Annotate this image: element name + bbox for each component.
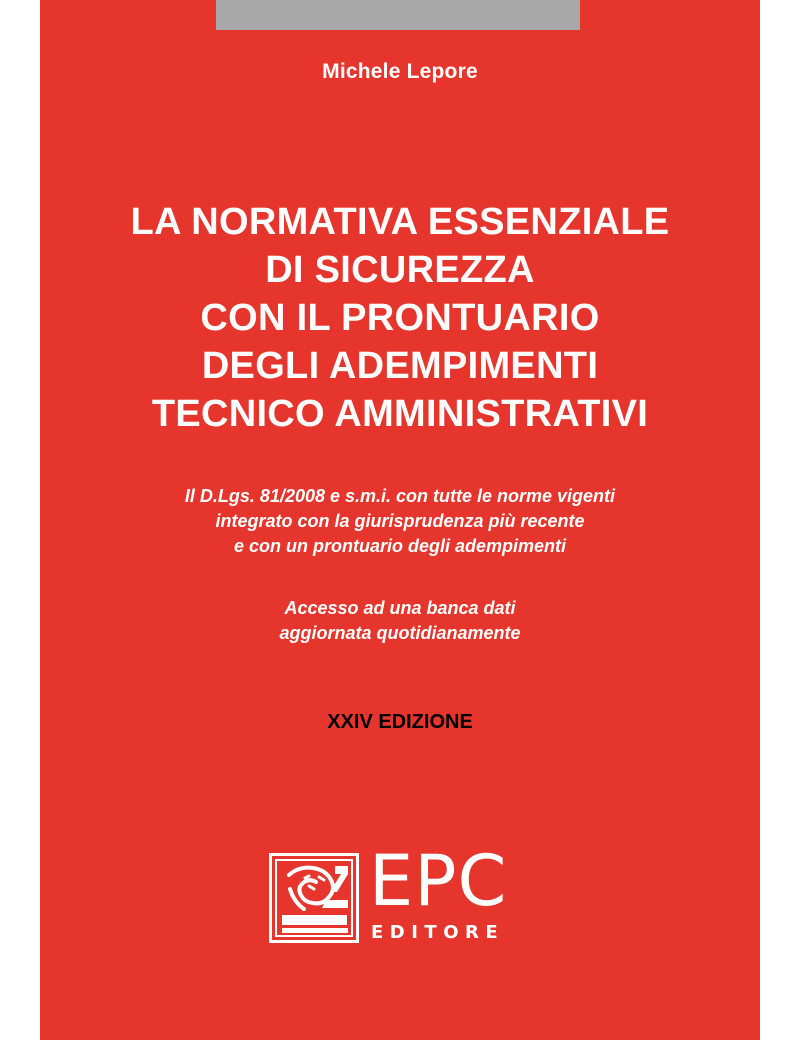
title-line: CON IL PRONTUARIO — [200, 297, 600, 339]
subtitle-line: Il D.Lgs. 81/2008 e s.m.i. con tutte le norme vigenti — [184, 486, 616, 506]
title-line: TECNICO AMMINISTRATIVI — [151, 393, 649, 435]
book-cover — [40, 0, 760, 1040]
publisher-subname: EDITORE — [371, 922, 505, 943]
publisher-logo — [269, 840, 531, 947]
subtitle-line: e con un prontuario degli adempimenti — [233, 536, 567, 556]
title-line: DI SICUREZZA — [265, 249, 535, 291]
author-name: Michele Lepore — [322, 60, 478, 83]
epc-lion-emblem-icon — [269, 853, 359, 943]
top-grey-band — [216, 0, 580, 30]
subtitle-line: integrato con la giurisprudenza più recente — [215, 511, 585, 531]
database-line: aggiornata quotidianamente — [279, 623, 521, 643]
edition-label: XXIV EDIZIONE — [327, 711, 473, 733]
database-access-note — [40, 596, 760, 646]
title-line: DEGLI ADEMPIMENTI — [201, 345, 599, 387]
database-line: Accesso ad una banca dati — [284, 598, 516, 618]
book-subtitle — [40, 484, 760, 559]
book-title — [40, 198, 760, 438]
publisher-name: EPC — [369, 840, 508, 922]
title-line: LA NORMATIVA ESSENZIALE — [130, 201, 670, 243]
